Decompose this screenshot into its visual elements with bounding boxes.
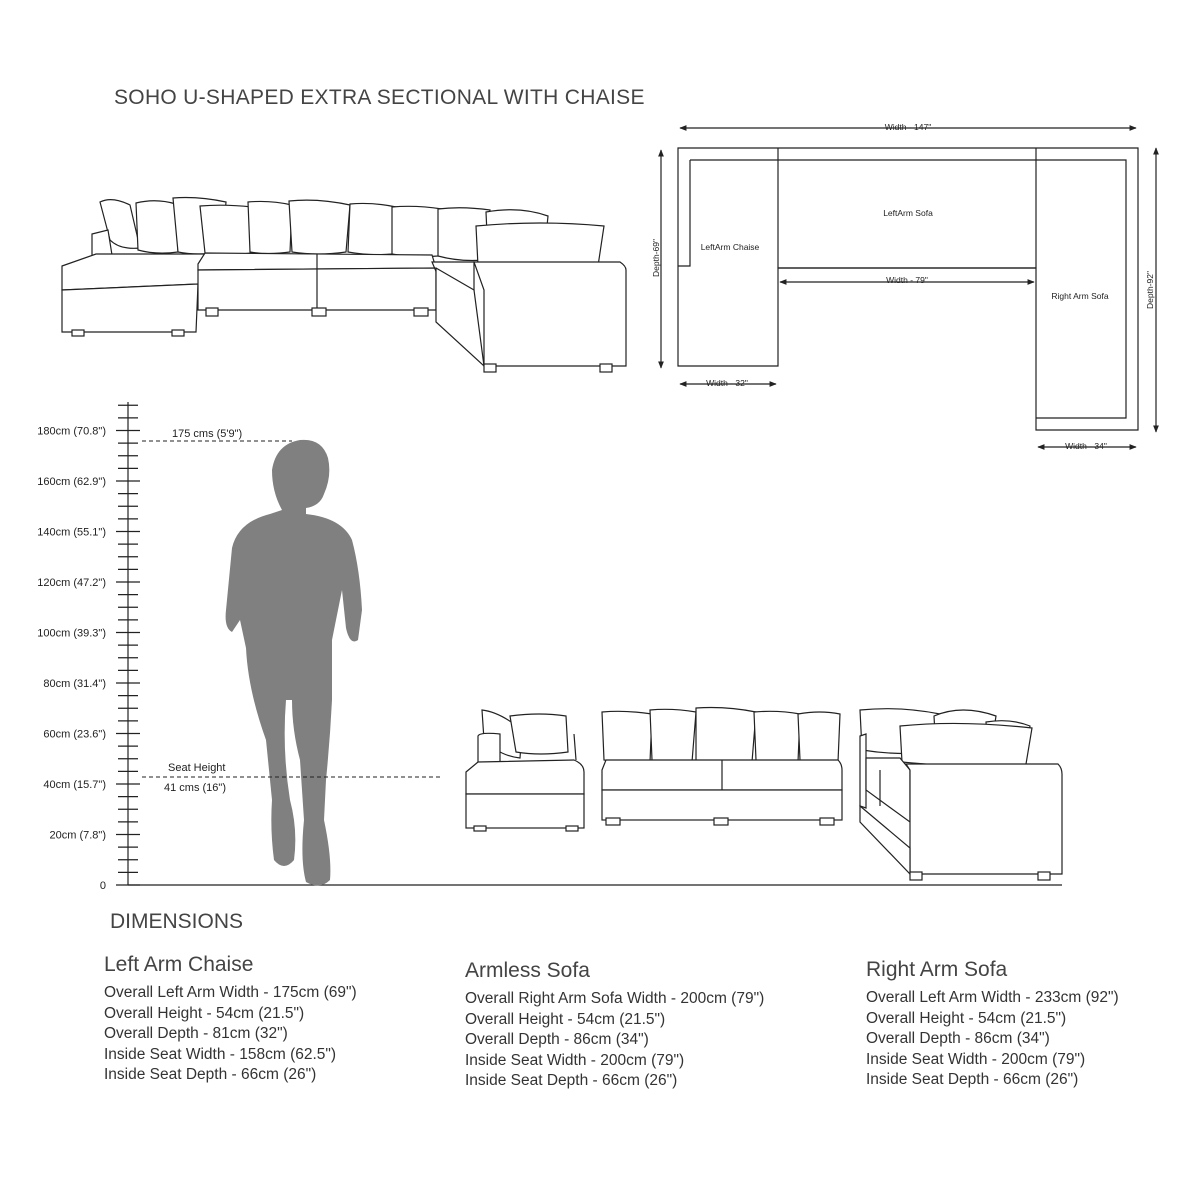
- back-cushion: [476, 223, 604, 268]
- person-height-label: 175 cms (5'9"): [172, 428, 243, 440]
- spec-heading: Left Arm Chaise: [104, 953, 254, 976]
- plan-depth-left-label: Depth-69": [651, 239, 661, 277]
- spec-line: Inside Seat Width - 158cm (62.5"): [104, 1045, 337, 1063]
- spec-line: Overall Right Arm Sofa Width - 200cm (79"): [465, 990, 765, 1007]
- spec-line: Inside Seat Width - 200cm (79"): [465, 1051, 685, 1069]
- plan-left-arm-chaise-label: LeftArm Chaise: [700, 242, 760, 252]
- spec-line: Inside Seat Depth - 66cm (26"): [104, 1066, 317, 1084]
- plan-right-arm-sofa-label: Right Arm Sofa: [1051, 291, 1109, 301]
- seat-height-label: Seat Height: [168, 762, 226, 774]
- right-sofa-side: [436, 268, 484, 366]
- back-cushion: [200, 205, 252, 254]
- plan-view: [661, 128, 1156, 447]
- scale-tick-label: 80cm (31.4"): [43, 678, 106, 690]
- back-cushion: [348, 203, 396, 254]
- armless-sofa-specs: [465, 959, 764, 1092]
- scale-tick-label: 40cm (15.7"): [43, 779, 106, 791]
- armless-sofa-illustration: [602, 708, 842, 826]
- plan-inner-outline: [690, 160, 1126, 418]
- right-arm-sofa-illustration: [860, 709, 1062, 880]
- plan-width-bottom-left-label: Width - 32": [706, 378, 748, 388]
- spec-line: Overall Depth - 86cm (34"): [866, 1030, 1050, 1048]
- back-cushion: [136, 201, 178, 253]
- plan-labels: [651, 122, 1155, 451]
- scale-tick-label: 60cm (23.6"): [43, 728, 106, 741]
- person-silhouette: [226, 440, 362, 886]
- plan-width-bottom-right-label: Width - 34": [1065, 441, 1107, 451]
- spec-line: Overall Height - 54cm (21.5"): [866, 1009, 1067, 1027]
- spec-line: Overall Left Arm Width - 233cm (92"): [866, 989, 1119, 1006]
- left-arm-chaise-specs: [104, 953, 357, 1086]
- seat-height-value: 41 cms (16"): [164, 782, 226, 794]
- spec-line: Overall Height - 54cm (21.5"): [465, 1010, 666, 1028]
- spec-line: Inside Seat Width - 200cm (79"): [866, 1050, 1086, 1068]
- page-title: SOHO U-SHAPED EXTRA SECTIONAL WITH CHAISE: [114, 86, 645, 109]
- plan-width-mid-label: Width - 79": [886, 275, 928, 285]
- scale-tick-label: 140cm (55.1"): [37, 526, 106, 539]
- back-cushion: [248, 201, 292, 253]
- sectional-illustration: [62, 198, 626, 373]
- plan-width-top-label: Width - 147": [884, 122, 932, 132]
- scale-tick-label: 160cm (62.9"): [37, 476, 106, 488]
- scale-tick-label: 100cm (39.3"): [37, 627, 106, 640]
- spec-line: Inside Seat Depth - 66cm (26"): [866, 1071, 1079, 1089]
- scale-tick-label: 0: [99, 880, 106, 892]
- plan-left-arm-sofa-label: LeftArm Sofa: [883, 208, 933, 218]
- plan-depth-right-label: Depth-92": [1145, 271, 1155, 309]
- right-sofa-body: [474, 262, 626, 366]
- back-cushion: [392, 206, 442, 256]
- spec-line: Overall Depth - 81cm (32"): [104, 1025, 288, 1043]
- spec-line: Overall Height - 54cm (21.5"): [104, 1004, 305, 1022]
- spec-line: Overall Depth - 86cm (34"): [465, 1031, 649, 1049]
- back-cushion: [289, 200, 350, 254]
- spec-heading: Right Arm Sofa: [866, 958, 1008, 981]
- scale-tick-label: 120cm (47.2"): [37, 577, 106, 589]
- spec-line: Overall Left Arm Width - 175cm (69"): [104, 984, 357, 1001]
- spec-line: Inside Seat Depth - 66cm (26"): [465, 1072, 678, 1090]
- dimensions-heading: DIMENSIONS: [110, 910, 244, 933]
- scale-tick-label: 180cm (70.8"): [37, 425, 106, 438]
- right-arm-sofa-specs: [866, 958, 1119, 1091]
- scale-labels: [37, 426, 106, 893]
- scale-tick-label: 20cm (7.8"): [49, 829, 106, 842]
- chaise-base: [62, 284, 198, 332]
- spec-heading: Armless Sofa: [465, 959, 590, 982]
- left-arm-chaise-illustration: [466, 710, 584, 831]
